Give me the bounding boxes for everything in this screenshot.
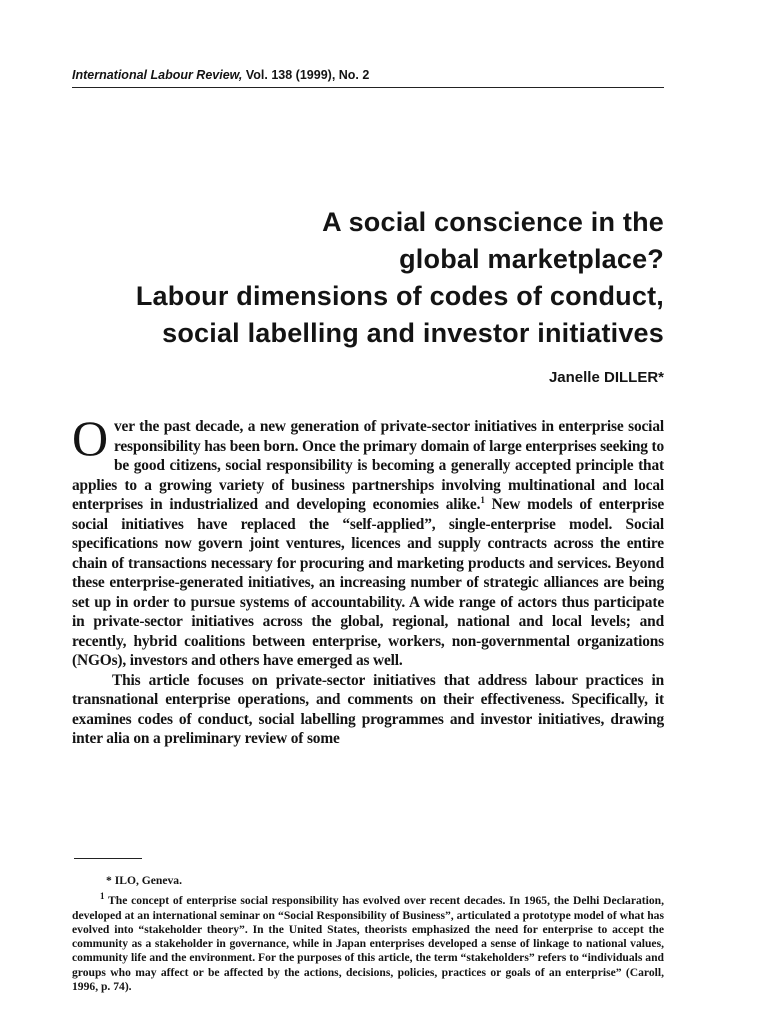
- author-name: Janelle DILLER*: [548, 369, 664, 386]
- article-title: [60, 204, 664, 352]
- footnote-text: The concept of enterprise social responsibility has evolved over recent decades. In 1965, the Delhi Declaration, developed at an international seminar on “Social Responsibility of Business”, articulated a prototype model of what has evolved into “stakeholder theory”. In the United States, theorists emphasized the need for enterprise to accept the community as a stakeholder in governance, while in Japan enterprises developed a sense of linkage to national values, community life and the environment. For the purposes of this article, the term “stakeholders” refers to “individuals and groups who may affect or be affected by the actions, decisions, policies, practices or goals of an enterprise” (Caroll, 1996, p. 74).: [72, 894, 664, 994]
- paragraph: This article focuses on private-sector initiatives that address labour practices in transnational enterprise operations, and comments on their effectiveness. Specifically, it examines codes of conduct, social labelling programmes and investor initiatives, drawing inter alia on a preliminary review of some: [72, 671, 664, 747]
- footnote-divider: [74, 858, 142, 859]
- running-header: [72, 68, 664, 88]
- drop-cap: O: [72, 410, 108, 466]
- article-body: [72, 410, 665, 749]
- footnote-ref: 1: [480, 494, 485, 505]
- volume-info: Vol. 138 (1999), No. 2: [245, 68, 370, 82]
- title-line: social labelling and investor initiatives: [162, 318, 664, 348]
- paragraph-text: New models of enterprise social initiatives have replaced the “self-applied”, single-enterprise model. Social specifications now govern joint ventures, licences and supply contracts across the entire chain of transactions necessary for procuring and marketing products and services. Beyond these enterprise-generated initiatives, an increasing number of strategic alliances are being set up in order to pursue systems of accountability. A wide range of actors thus participate in private-sector initiatives across the global, regional, national and local levels; and recently, hybrid coalitions between enterprise, workers, non-governmental organizations (NGOs), investors and others have emerged as well.: [72, 496, 665, 669]
- title-line: Labour dimensions of codes of conduct,: [135, 281, 664, 311]
- footnote-1: [72, 891, 664, 994]
- journal-name: International Labour Review,: [72, 68, 243, 82]
- footnote-affiliation: * ILO, Geneva.: [106, 874, 183, 887]
- title-line: A social conscience in the: [322, 207, 664, 237]
- footnote-mark: 1: [100, 891, 105, 902]
- title-line: global marketplace?: [399, 244, 664, 274]
- paragraph: [72, 410, 665, 671]
- footnotes: [72, 874, 664, 994]
- paragraph-text: ver the past decade, a new generation of private-sector initiatives in enterprise social responsibility has been born. Once the primary domain of large enterprises seeking to be good citizens, social responsibility is becoming a generally accepted principle that applies to a growing variety of business partnerships involving multinational and local enterprises in industrialized and developing economies alike.: [72, 418, 664, 513]
